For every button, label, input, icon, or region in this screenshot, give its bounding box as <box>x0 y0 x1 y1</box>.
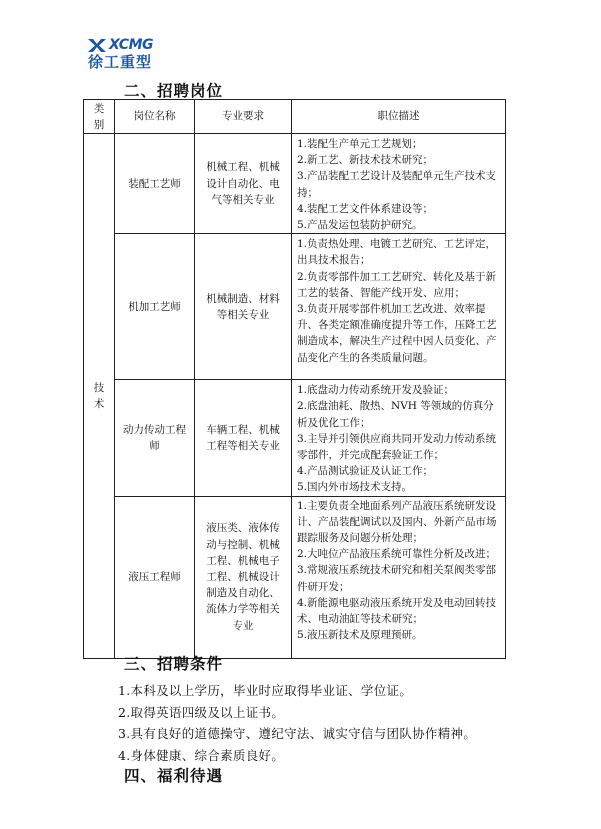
job-description <box>292 380 506 496</box>
duty-item: 1.负责热处理、电镀工艺研究、工艺评定，出具技术报告； <box>297 238 497 267</box>
condition-item: 1.本科及以上学历，毕业时应取得毕业证、学位证。 <box>118 683 413 698</box>
job-description <box>292 496 506 658</box>
position-name: 装配工艺师 <box>115 134 195 234</box>
position-name: 动力传动工程师 <box>115 380 195 496</box>
section-title-benefits: 四、福利待遇 <box>124 767 224 785</box>
table-header-row <box>84 100 506 134</box>
duty-item: 2.新工艺、新技术技术研究； <box>297 154 434 167</box>
position-name: 液压工程师 <box>115 496 195 658</box>
logo-text-en: XCMG <box>109 37 153 53</box>
job-description <box>292 234 506 380</box>
condition-item: 2.取得英语四级及以上证书。 <box>118 705 285 720</box>
table-row <box>84 380 506 496</box>
condition-item: 3.具有良好的道德操守、遵纪守法、诚实守信与团队协作精神。 <box>118 726 477 741</box>
duty-item: 1.底盘动力传动系统开发及验证； <box>297 384 455 397</box>
duty-item: 3.产品装配工艺设计及装配单元生产技术支持； <box>297 170 497 199</box>
duty-item: 1.主要负责全地面系列产品液压系统研发设计、产品装配调试以及国内、外新产品市场跟踪服务及问题分析处理； <box>297 499 497 545</box>
logo-text-cn: 徐工重型 <box>88 53 153 71</box>
section-title-positions: 二、招聘岗位 <box>124 82 224 100</box>
duty-item: 4.新能源电驱动液压系统开发及电动回转技术、电动油缸等技术研究； <box>297 596 497 626</box>
duty-item: 3.负责开展零部件机加工艺改进、效率提升、各类定额准确度提升等工作，压降工艺制造成本，解决生产过程中因人员变化、产品变化产生的各类质量问题。 <box>297 303 497 364</box>
duty-item: 5.产品发运包装防护研究。 <box>297 219 423 232</box>
major-requirement: 液压类、液体传动与控制、机械工程、机械电子工程、机械设计制造及自动化、流体力学等相关专业 <box>195 496 292 658</box>
major-requirement: 机械制造、材料等相关专业 <box>195 234 292 380</box>
duty-item: 2.负责零部件加工工艺研究、转化及基于新工艺的装备、智能产线开发、应用； <box>297 270 497 299</box>
positions-table <box>83 99 506 659</box>
company-logo <box>88 38 168 71</box>
category-cell: 技术 <box>84 134 115 659</box>
duty-item: 5.国内外市场技术支持。 <box>297 481 413 494</box>
duty-item: 2.大吨位产品液压系统可靠性分析及改进； <box>297 548 497 561</box>
duty-item: 4.产品测试验证及认证工作； <box>297 465 434 478</box>
header-position: 岗位名称 <box>115 100 195 134</box>
major-requirement: 车辆工程、机械工程等相关专业 <box>195 380 292 496</box>
duty-item: 5.液压新技术及原理预研。 <box>297 629 423 642</box>
table-row <box>84 134 506 234</box>
major-requirement: 机械工程、机械设计自动化、电气等相关专业 <box>195 134 292 234</box>
duty-item: 3.常规液压系统技术研究和相关泵阀类零部件研开发； <box>297 564 497 593</box>
xcmg-logo-icon <box>88 39 106 52</box>
header-description: 职位描述 <box>292 100 506 134</box>
duty-item: 4.装配工艺文件体系建设等； <box>297 202 434 215</box>
duty-item: 2.底盘油耗、散热、NVH 等领域的仿真分析及优化工作； <box>297 400 494 429</box>
position-name: 机加工艺师 <box>115 234 195 380</box>
header-category: 类别 <box>84 100 115 134</box>
table-row <box>84 234 506 380</box>
condition-item: 4.身体健康、综合素质良好。 <box>118 748 285 763</box>
job-description <box>292 134 506 234</box>
header-major: 专业要求 <box>195 100 292 134</box>
duty-item: 3.主导并引领供应商共同开发动力传动系统零部件，并完成配套验证工作； <box>297 432 497 462</box>
duty-item: 1.装配生产单元工艺规划； <box>297 138 423 150</box>
table-row <box>84 496 506 658</box>
section-title-conditions: 三、招聘条件 <box>124 655 224 673</box>
